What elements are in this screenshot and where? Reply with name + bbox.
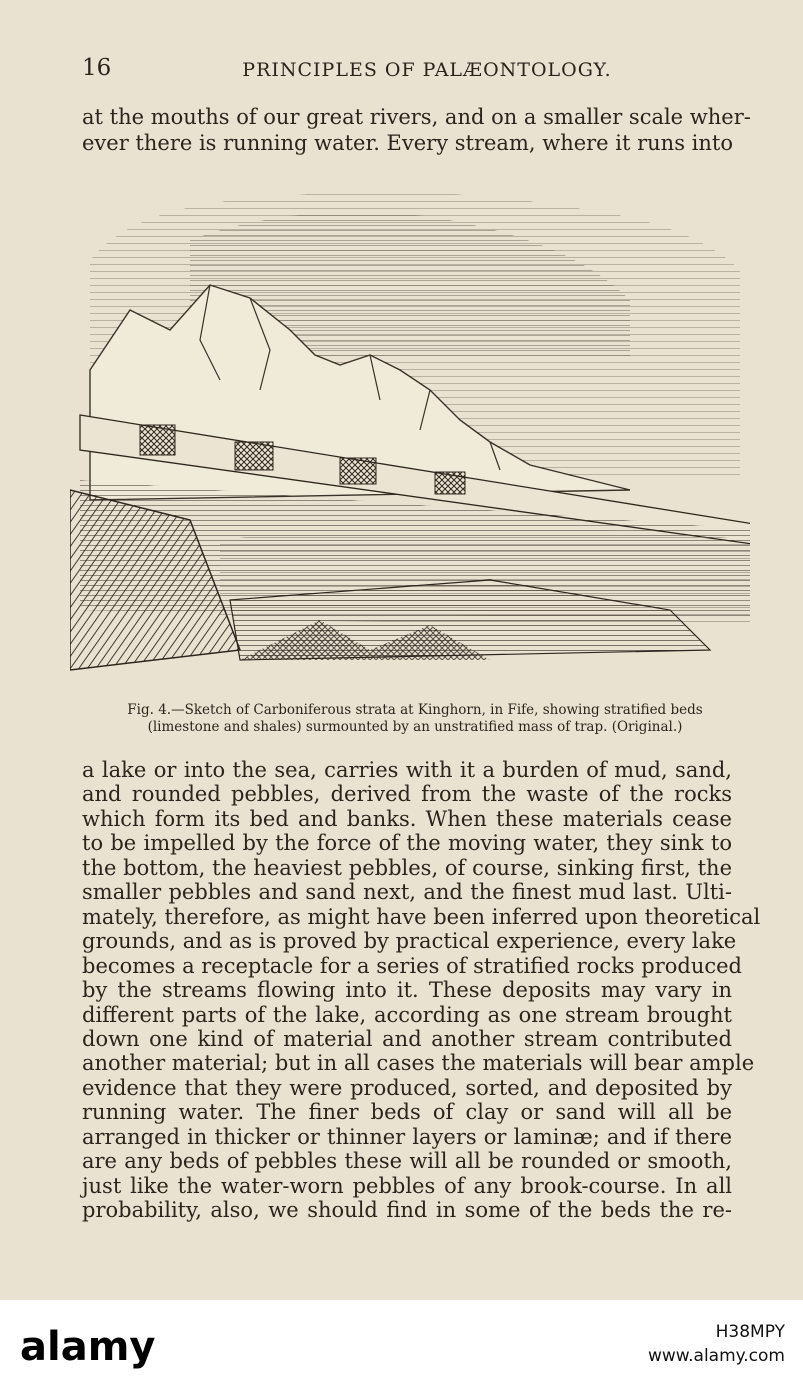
source-url: www.alamy.com xyxy=(647,1346,785,1366)
text-line: a lake or into the sea, carries with it a burden of mud, sand, xyxy=(82,758,732,782)
text-line: ever there is running water. Every stream, where it runs into xyxy=(82,131,733,155)
text-line: running water. The finer beds of clay or sand will all be xyxy=(82,1100,732,1125)
text-line: are any beds of pebbles these will all be rounded or smooth, xyxy=(82,1149,732,1174)
caption-line: Fig. 4.—Sketch of Carboniferous strata at Kinghorn, in Fife, showing stratified beds xyxy=(127,702,703,718)
text-line: smaller pebbles and sand next, and the finest mud last. Ulti- xyxy=(82,880,732,905)
body-paragraph xyxy=(82,758,761,1223)
alamy-logo: alamy xyxy=(20,1324,156,1370)
running-title: PRINCIPLES OF PALÆONTOLOGY. xyxy=(242,59,612,81)
top-paragraph xyxy=(82,104,751,156)
caption-line: (limestone and shales) surmounted by an unstratified mass of trap. (Original.) xyxy=(147,719,683,735)
text-line: another material; but in all cases the materials will bear ample xyxy=(82,1051,755,1076)
text-line: which form its bed and banks. When these materials cease xyxy=(82,806,732,831)
watermark-footer xyxy=(0,1300,803,1390)
image-id: H38MPY xyxy=(715,1322,785,1342)
running-header xyxy=(82,55,732,87)
text-line: probability, also, we should find in some of the beds the re- xyxy=(82,1198,732,1223)
text-line: and rounded pebbles, derived from the waste of the rocks xyxy=(82,782,732,807)
text-line: becomes a receptacle for a series of stratified rocks produced xyxy=(82,953,742,978)
text-line: grounds, and as is proved by practical experience, every lake xyxy=(82,929,737,954)
text-line: to be impelled by the force of the moving water, they sink to xyxy=(82,831,732,856)
text-line: evidence that they were produced, sorted, and deposited by xyxy=(82,1075,732,1100)
text-line: down one kind of material and another stream contributed xyxy=(82,1026,732,1051)
text-line: arranged in thicker or thinner layers or laminæ; and if there xyxy=(82,1124,732,1149)
text-line: mately, therefore, as might have been inferred upon theoretical xyxy=(82,904,761,929)
figure-caption xyxy=(90,702,740,736)
text-line: the bottom, the heaviest pebbles, of course, sinking first, the xyxy=(82,855,732,880)
text-line: different parts of the lake, according as one stream brought xyxy=(82,1002,732,1027)
image-id-block xyxy=(648,1320,785,1368)
strata-illustration xyxy=(70,180,750,690)
page-number: 16 xyxy=(82,55,112,81)
text-line: by the streams flowing into it. These deposits may vary in xyxy=(82,978,732,1003)
text-line: just like the water-worn pebbles of any brook-course. In all xyxy=(82,1173,732,1198)
text-line: at the mouths of our great rivers, and on a smaller scale wher- xyxy=(82,105,751,129)
